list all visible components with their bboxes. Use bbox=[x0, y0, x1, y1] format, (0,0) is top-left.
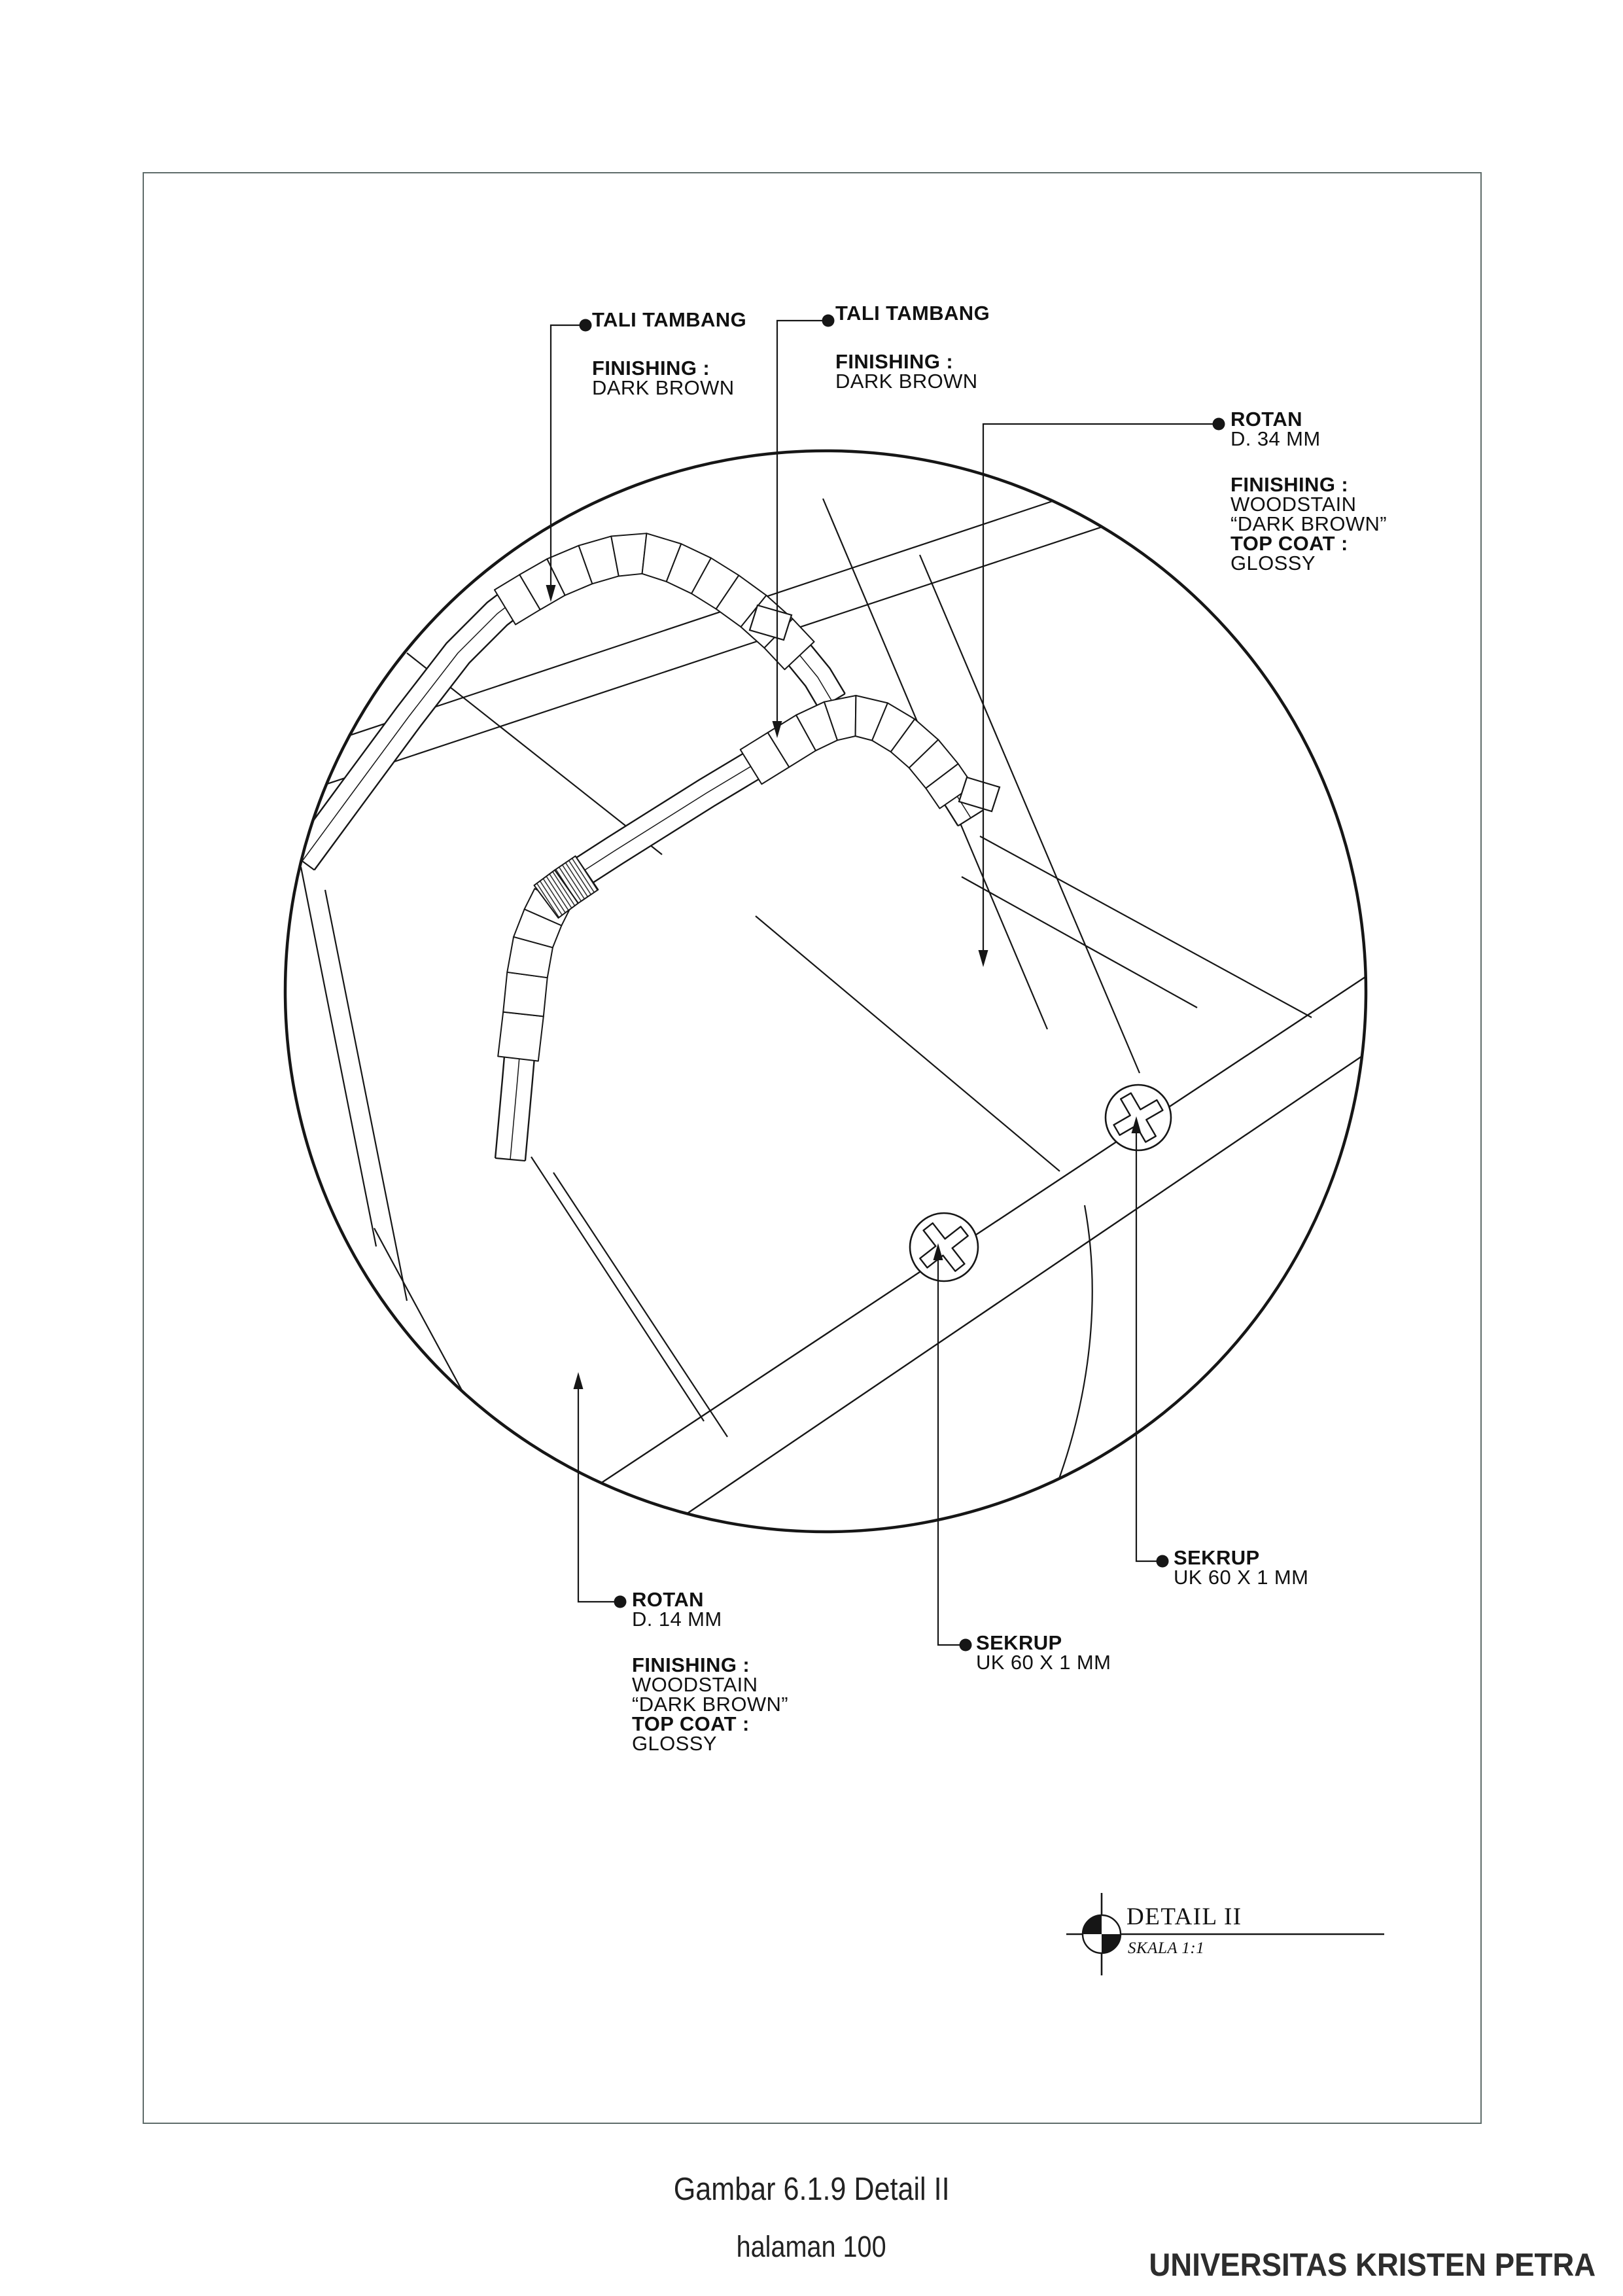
label-sekrup-right bbox=[1174, 1548, 1308, 1587]
label-sekrup-mid bbox=[976, 1633, 1111, 1672]
label-title: SEKRUP bbox=[1174, 1546, 1260, 1569]
leader-dot-icon bbox=[614, 1596, 627, 1608]
leader-dot-icon bbox=[580, 319, 592, 332]
leader-dot-icon bbox=[1213, 418, 1225, 431]
screw-1 bbox=[910, 1213, 978, 1281]
middle-rattan-loop bbox=[495, 701, 983, 1161]
page-number-caption: halaman 100 bbox=[737, 2230, 886, 2263]
topcoat-value: GLOSSY bbox=[1230, 552, 1316, 574]
topcoat-value: GLOSSY bbox=[632, 1732, 717, 1755]
finishing-line1: WOODSTAIN bbox=[1230, 493, 1357, 516]
leader-lines bbox=[546, 315, 1225, 1654]
leg-curve-edge bbox=[1039, 1205, 1092, 1528]
screw-size: UK 60 X 1 MM bbox=[1174, 1566, 1309, 1589]
label-rotan-34 bbox=[1230, 410, 1387, 573]
arrowhead-down-icon bbox=[979, 950, 988, 967]
label-tali-tambang-1 bbox=[592, 310, 746, 398]
figure-caption: Gambar 6.1.9 Detail II bbox=[673, 2172, 950, 2207]
rattan-frame-lines bbox=[294, 429, 1312, 1526]
diameter-value: D. 34 MM bbox=[1230, 427, 1321, 450]
screw-board bbox=[591, 962, 1388, 1528]
finishing-value: DARK BROWN bbox=[592, 376, 735, 399]
finishing-line2: “DARK BROWN” bbox=[1230, 512, 1387, 535]
detail-drawing-content bbox=[290, 429, 1388, 1528]
finishing-label: FINISHING : bbox=[1230, 473, 1349, 496]
topcoat-label: TOP COAT : bbox=[1230, 532, 1348, 555]
label-rotan-14 bbox=[632, 1590, 788, 1754]
label-title: TALI TAMBANG bbox=[592, 308, 747, 331]
screw-2 bbox=[1106, 1085, 1171, 1150]
leader-dot-icon bbox=[822, 315, 835, 327]
finishing-value: DARK BROWN bbox=[835, 370, 978, 393]
detail-scale: SKALA 1:1 bbox=[1128, 1939, 1205, 1957]
finishing-label: FINISHING : bbox=[632, 1653, 750, 1676]
leader-dot-icon bbox=[960, 1639, 972, 1651]
middle-right-rope-wrap-band bbox=[741, 696, 973, 809]
topcoat-label: TOP COAT : bbox=[632, 1712, 750, 1735]
finishing-line1: WOODSTAIN bbox=[632, 1673, 758, 1696]
leader-dot-icon bbox=[1157, 1555, 1169, 1568]
detail-title: DETAIL II bbox=[1126, 1903, 1242, 1930]
label-tali-tambang-2 bbox=[835, 304, 990, 391]
label-title: SEKRUP bbox=[976, 1631, 1062, 1654]
finishing-label: FINISHING : bbox=[592, 357, 710, 380]
label-title: ROTAN bbox=[632, 1588, 704, 1611]
arrowhead-up-icon bbox=[574, 1372, 584, 1389]
institution-name: UNIVERSITAS KRISTEN PETRA bbox=[1149, 2248, 1596, 2283]
label-title: ROTAN bbox=[1230, 408, 1302, 431]
finishing-line2: “DARK BROWN” bbox=[632, 1693, 789, 1716]
upper-rope-wrap-band bbox=[495, 533, 814, 669]
label-title: TALI TAMBANG bbox=[835, 302, 990, 325]
finishing-label: FINISHING : bbox=[835, 350, 954, 373]
detail-bubble-circle bbox=[285, 451, 1366, 1532]
diameter-value: D. 14 MM bbox=[632, 1608, 722, 1631]
screw-size: UK 60 X 1 MM bbox=[976, 1651, 1111, 1674]
